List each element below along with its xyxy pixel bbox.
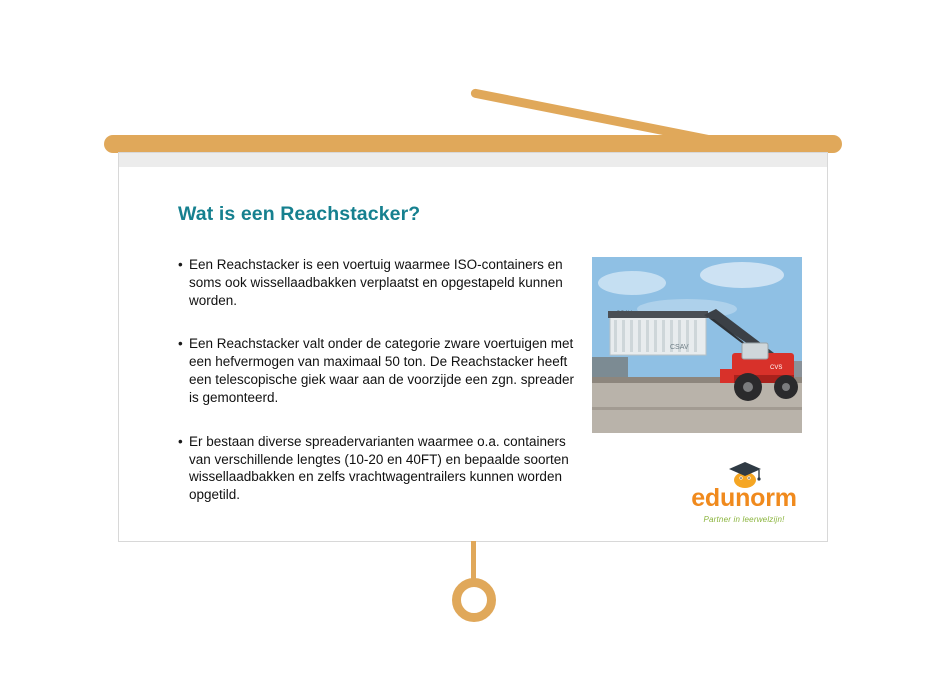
reachstacker-photo: [592, 257, 802, 433]
list-item: [178, 433, 578, 504]
bullet-marker-icon: •: [178, 336, 183, 352]
page-title: Wat is een Reachstacker?: [178, 203, 421, 225]
svg-text:CSAV: CSAV: [670, 344, 689, 351]
list-item: [178, 335, 578, 406]
list-item: [178, 256, 578, 309]
pull-ring[interactable]: [452, 578, 496, 622]
bullet-marker-icon: •: [178, 257, 183, 272]
svg-text:CVS: CVS: [770, 365, 783, 371]
logo-tagline: Partner in leerwelzijn!: [703, 515, 785, 524]
logo-wordmark: edunorm: [691, 484, 797, 512]
edunorm-logo: [683, 458, 805, 530]
bullet-marker-icon: •: [178, 433, 183, 449]
bullet-text: Een Reachstacker is een voertuig waarmee ISO-containers en soms ook wissellaadbakken verplaatst en opgestapeld kunnen worden.: [189, 257, 563, 308]
pull-cord[interactable]: [471, 541, 476, 583]
bullet-text: Een Reachstacker valt onder de categorie zware voertuigen met een hefvermogen van maximaal 50 ton. De Reachstacker heeft een telescopische giek waar aan de voorzijde een zgn. spreader is gemonteerd.: [189, 336, 574, 405]
bullet-text: Er bestaan diverse spreadervarianten waarmee o.a. containers van verschillende lengtes (10-20 en 40FT) en bepaalde soorten wissellaadbakken en zelfs vrachtwagentrailers kunnen worden opgetild.: [189, 433, 569, 503]
screen-top-shade: [119, 153, 827, 167]
bullet-list: [178, 256, 578, 530]
chart-top-roller: [104, 135, 842, 153]
